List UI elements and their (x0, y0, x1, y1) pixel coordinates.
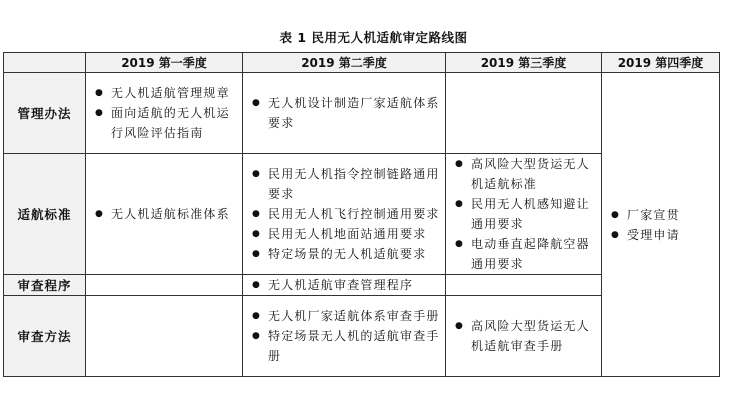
cell-method-q3 (446, 296, 602, 377)
list-item-text: 厂家宣贯 (627, 207, 680, 222)
list-item-text: 民用无人机飞行控制通用要求 (268, 207, 440, 221)
bullet-list (243, 306, 445, 366)
bullet-icon: ● (252, 249, 262, 259)
list-item (450, 194, 597, 234)
bullet-list (86, 83, 242, 143)
bullet-icon: ● (611, 209, 621, 220)
cell-procedure-q1 (86, 275, 243, 296)
list-item-text: 特定场景无人机的适航审查手册 (268, 329, 440, 363)
list-item (247, 93, 441, 133)
roadmap-table (3, 52, 720, 377)
bullet-list (86, 204, 242, 224)
bullet-icon: ● (455, 239, 465, 249)
cell-q4-merged (602, 73, 720, 377)
header-q3: 2019 第三季度 (446, 53, 602, 73)
list-item-text: 无人机适航管理规章 (111, 86, 230, 100)
bullet-icon: ● (252, 311, 262, 321)
header-q1: 2019 第一季度 (86, 53, 243, 73)
bullet-icon: ● (455, 159, 465, 169)
bullet-icon: ● (252, 98, 262, 108)
list-item-text: 无人机适航审查管理程序 (268, 278, 414, 292)
list-item (90, 83, 238, 103)
cell-method-q1 (86, 296, 243, 377)
list-item (247, 164, 441, 204)
list-item (247, 275, 441, 295)
bullet-icon: ● (252, 331, 262, 341)
list-item-text: 受理申请 (627, 227, 680, 242)
list-item-text: 民用无人机指令控制链路通用要求 (268, 167, 440, 201)
bullet-icon: ● (252, 209, 262, 219)
cell-management-q1 (86, 73, 243, 154)
list-item-text: 高风险大型货运无人机适航标准 (471, 157, 590, 191)
bullet-icon: ● (252, 229, 262, 239)
bullet-icon: ● (95, 209, 105, 219)
list-item (450, 154, 597, 194)
list-item-text: 电动垂直起降航空器通用要求 (471, 237, 590, 271)
bullet-icon: ● (252, 280, 262, 290)
cell-method-q2 (243, 296, 446, 377)
header-corner (4, 53, 86, 73)
list-item (606, 205, 715, 225)
cell-procedure-q3 (446, 275, 602, 296)
list-item (90, 204, 238, 224)
cell-standards-q3 (446, 154, 602, 275)
bullet-list (602, 205, 719, 245)
bullet-list (243, 164, 445, 264)
bullet-icon: ● (455, 321, 465, 331)
list-item (247, 244, 441, 264)
list-item-text: 民用无人机地面站通用要求 (268, 227, 427, 241)
bullet-icon: ● (611, 229, 621, 240)
list-item (90, 103, 238, 143)
cell-management-q3 (446, 73, 602, 154)
cell-management-q2 (243, 73, 446, 154)
bullet-icon: ● (95, 88, 105, 98)
list-item (247, 204, 441, 224)
cell-procedure-q2 (243, 275, 446, 296)
list-item-text: 民用无人机感知避让通用要求 (471, 197, 590, 231)
list-item (606, 225, 715, 245)
header-q2: 2019 第二季度 (243, 53, 446, 73)
bullet-list (243, 93, 445, 133)
row-label-method: 审查方法 (4, 296, 86, 377)
list-item-text: 高风险大型货运无人机适航审查手册 (471, 319, 590, 353)
list-item-text: 无人机设计制造厂家适航体系要求 (268, 96, 440, 130)
list-item (247, 224, 441, 244)
row-label-procedure: 审查程序 (4, 275, 86, 296)
bullet-icon: ● (252, 169, 262, 179)
list-item (450, 234, 597, 274)
list-item-text: 无人机适航标准体系 (111, 207, 230, 221)
row-label-management: 管理办法 (4, 73, 86, 154)
list-item-text: 无人机厂家适航体系审查手册 (268, 309, 440, 323)
cell-standards-q1 (86, 154, 243, 275)
bullet-list (446, 316, 601, 356)
bullet-icon: ● (95, 108, 105, 118)
row-label-standards: 适航标准 (4, 154, 86, 275)
bullet-icon: ● (455, 199, 465, 209)
row-management (4, 73, 720, 154)
table-caption: 表 1 民用无人机适航审定路线图 (279, 30, 468, 45)
cell-standards-q2 (243, 154, 446, 275)
bullet-list (243, 275, 445, 295)
list-item-text: 面向适航的无人机运行风险评估指南 (111, 106, 230, 140)
header-q4: 2019 第四季度 (602, 53, 720, 73)
list-item (247, 306, 441, 326)
list-item (450, 316, 597, 356)
bullet-list (446, 154, 601, 274)
list-item-text: 特定场景的无人机适航要求 (268, 247, 427, 261)
header-row (4, 53, 720, 73)
list-item (247, 326, 441, 366)
